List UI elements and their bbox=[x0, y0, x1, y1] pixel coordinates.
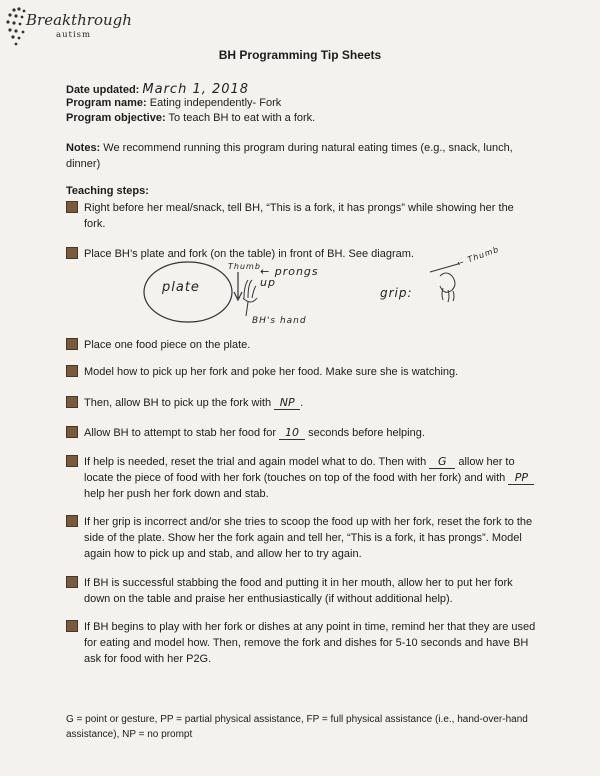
step-text: Right before her meal/snack, tell BH, “This is a fork, it has prongs” while showing her the fork. bbox=[84, 202, 514, 230]
program-objective-label: Program objective: bbox=[66, 112, 166, 124]
step-text bbox=[84, 425, 536, 441]
teaching-steps-heading: Teaching steps: bbox=[66, 185, 149, 197]
date-label: Date updated: bbox=[66, 84, 140, 96]
step-checkbox[interactable] bbox=[66, 515, 78, 527]
step-text-part: If help is needed, reset the trial and again model what to do. Then with bbox=[84, 456, 430, 468]
step-1 bbox=[66, 200, 536, 232]
program-name-row bbox=[66, 97, 281, 109]
thumb-label: Thumb bbox=[228, 262, 261, 271]
hand-sketch-icon bbox=[243, 280, 257, 302]
step-text: Place one food piece on the plate. bbox=[84, 339, 251, 351]
breakthrough-autism-logo bbox=[4, 6, 144, 54]
step-checkbox[interactable] bbox=[66, 426, 78, 438]
step-text: If her grip is incorrect and/or she tries to scoop the food up with her fork, reset the fork to the side of the plate. Show her the fork again and tell her, “This is a fork, it has prongs”. Model again how to pick up and stab, and allow her to try again. bbox=[84, 516, 533, 560]
notes-label: Notes: bbox=[66, 142, 101, 154]
step-checkbox[interactable] bbox=[66, 338, 78, 350]
program-objective-value: To teach BH to eat with a fork. bbox=[168, 112, 316, 124]
step-text-part: Then, allow BH to pick up the fork with bbox=[84, 397, 275, 409]
logo-subtitle: autism bbox=[56, 30, 92, 40]
prompt-legend-footer: G = point or gesture, PP = partial physical assistance, FP = full physical assistance (i.e., hand-over-hand assistance), NP = no prompt bbox=[66, 714, 528, 740]
grip-fork-line bbox=[430, 264, 458, 272]
page-title: BH Programming Tip Sheets bbox=[218, 48, 382, 62]
step-10 bbox=[66, 619, 536, 667]
program-name-label: Program name: bbox=[66, 97, 147, 109]
step-checkbox[interactable] bbox=[66, 201, 78, 213]
program-objective-row bbox=[66, 112, 315, 124]
step-text bbox=[84, 454, 536, 502]
bh-hand-label: BH's hand bbox=[252, 316, 307, 326]
step-checkbox[interactable] bbox=[66, 365, 78, 377]
step-9 bbox=[66, 575, 536, 607]
notes-text: We recommend running this program during natural eating times (e.g., snack, lunch, dinner) bbox=[66, 142, 513, 170]
seconds-fill-in: 10 bbox=[279, 427, 305, 440]
step-text-part: . bbox=[300, 397, 304, 409]
logo-wordmark: Breakthrough bbox=[26, 11, 132, 29]
dots-logo-icon bbox=[4, 6, 28, 50]
step-text-part: Allow BH to attempt to stab her food for bbox=[84, 427, 280, 439]
date-updated-row bbox=[66, 82, 249, 97]
step-6 bbox=[66, 425, 536, 441]
grip-thumb-label: ← Thumb bbox=[455, 244, 501, 269]
step-text: If BH is successful stabbing the food and putting it in her mouth, allow her to put her fork down on the table and praise her enthusiastically (if without additional help). bbox=[84, 577, 513, 605]
step-checkbox[interactable] bbox=[66, 396, 78, 408]
step-text: Model how to pick up her fork and poke her food. Make sure she is watching. bbox=[84, 366, 459, 378]
step-checkbox[interactable] bbox=[66, 620, 78, 632]
step-4 bbox=[66, 364, 536, 380]
step-checkbox[interactable] bbox=[66, 247, 78, 259]
step-text-part: allow her to locate the piece of food with her fork (touches on top of the food with her fork) and with bbox=[84, 456, 515, 484]
step-text-part: help her push her fork down and stab. bbox=[84, 488, 269, 500]
diagram-sketch bbox=[140, 258, 560, 338]
prompt-fill-in: G bbox=[429, 456, 455, 469]
step-3 bbox=[66, 337, 536, 353]
step-7 bbox=[66, 454, 536, 502]
step-text bbox=[84, 395, 536, 411]
arrow-down-icon bbox=[234, 272, 242, 300]
step-8 bbox=[66, 514, 536, 562]
prompt-fill-in: NP bbox=[274, 397, 300, 410]
step-text: If BH begins to play with her fork or dishes at any point in time, remind her that they are used for eating and model how. Then, remove the fork and dishes for 5-10 seconds and have BH ask for food with her P2G. bbox=[84, 621, 536, 665]
date-value: March 1, 2018 bbox=[142, 82, 250, 97]
hand-pointer-line bbox=[246, 302, 248, 316]
prompt-fill-in-2: PP bbox=[508, 472, 534, 485]
prongs-up-label: ← prongs up bbox=[260, 265, 319, 289]
step-5 bbox=[66, 395, 536, 411]
step-checkbox[interactable] bbox=[66, 576, 78, 588]
grip-label: grip: bbox=[380, 286, 413, 300]
step-text-part: seconds before helping. bbox=[305, 427, 425, 439]
step-text: Place BH’s plate and fork (on the table) in front of BH. See diagram. bbox=[84, 248, 414, 260]
plate-label: plate bbox=[162, 280, 200, 295]
notes-section bbox=[66, 140, 536, 172]
step-checkbox[interactable] bbox=[66, 455, 78, 467]
program-name-value: Eating independently- Fork bbox=[149, 97, 282, 109]
